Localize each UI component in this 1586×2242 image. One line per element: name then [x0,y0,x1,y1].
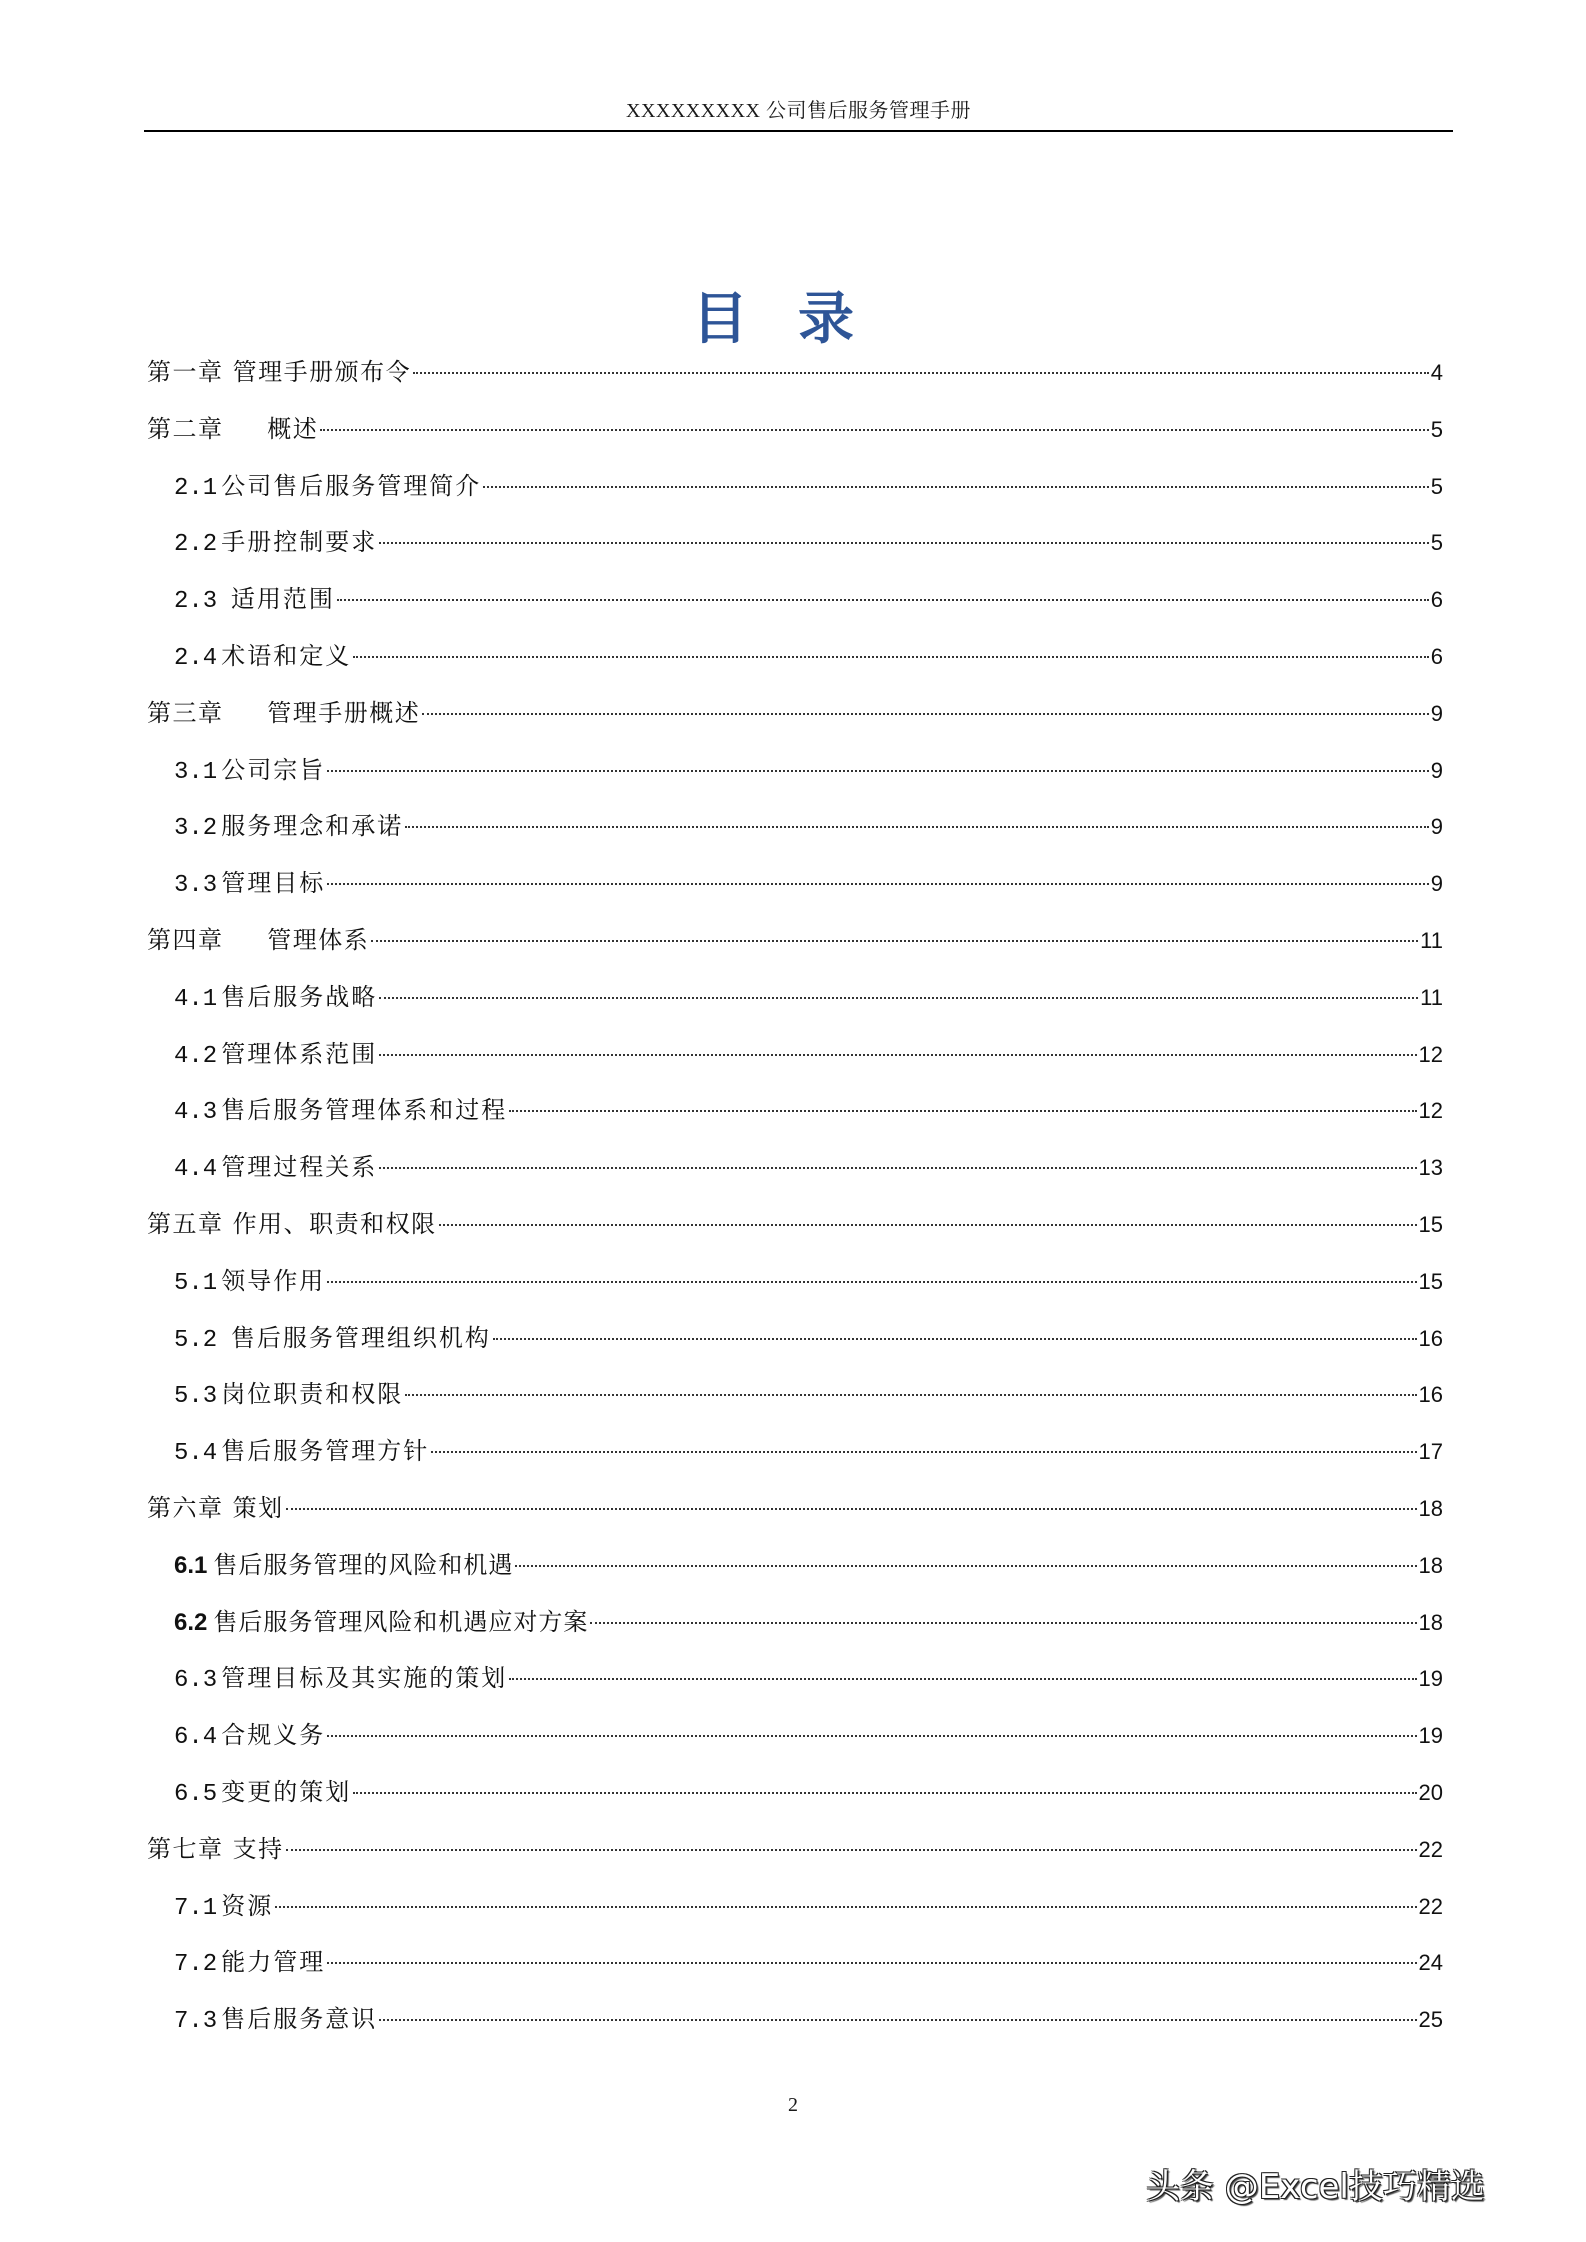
toc-entry-text: 管理目标及其实施的策划 [221,1664,508,1693]
toc-entry-text: 管理体系范围 [221,1039,378,1068]
toc-entry-text: 售后服务管理的风险和机遇 [213,1550,514,1579]
toc-entry-text: 能力管理 [221,1948,326,1977]
toc-entry-label [174,1878,273,1938]
dot-leader [337,599,1429,601]
toc-section-entry[interactable] [147,1878,1443,1935]
dot-leader [379,997,1418,999]
toc-entry-number: 6.1 [174,1551,208,1579]
toc-entry-page: 9 [1430,814,1443,840]
toc-entry-page: 19 [1418,1666,1443,1692]
toc-entry-page: 6 [1430,587,1443,613]
toc-entry-page: 9 [1430,871,1443,897]
dot-leader [509,1110,1416,1112]
dot-leader [379,1167,1416,1169]
dot-leader [320,429,1428,431]
dot-leader [379,1054,1416,1056]
dot-leader [286,1508,1417,1510]
toc-chapter-entry[interactable] [147,344,1443,401]
toc-entry-label [147,912,369,969]
toc-entry-number: 5.1 [174,1269,218,1297]
toc-entry-label [174,1594,588,1652]
toc-title: 目录 [692,286,904,352]
toc-entry-text: 第一章 管理手册颁布令 [147,358,412,386]
toc-entry-page: 18 [1418,1495,1443,1521]
toc-entry-text: 岗位职责和权限 [221,1380,404,1409]
toc-entry-page: 15 [1418,1268,1443,1294]
dot-leader [439,1224,1417,1226]
toc-section-entry[interactable] [147,571,1443,628]
toc-entry-label [174,1366,403,1426]
toc-entry-number: 2.3 [174,588,218,616]
toc-entry-number: 3.1 [174,758,218,786]
dot-leader [483,486,1429,488]
toc-entry-text: 第四章 管理体系 [147,925,370,954]
toc-entry-page: 19 [1418,1723,1443,1749]
toc-entry-page: 5 [1430,530,1443,556]
toc-section-entry[interactable] [147,1991,1443,2048]
dot-leader [371,940,1418,942]
toc-entry-page: 16 [1418,1325,1443,1351]
toc-entry-page: 9 [1430,700,1443,726]
toc-entry-label [174,628,351,688]
toc-section-entry[interactable] [147,1026,1443,1083]
toc-section-entry[interactable] [147,1594,1443,1651]
dot-leader [327,1962,1416,1964]
toc-entry-text: 管理目标 [221,869,326,898]
toc-entry-page: 24 [1418,1950,1443,1976]
dot-leader [493,1338,1417,1340]
toc-entry-label [147,1821,284,1878]
toc-section-entry[interactable] [147,1707,1443,1764]
toc-entry-text: 公司售后服务管理简介 [221,471,482,500]
toc-entry-label [174,1934,325,1994]
toc-entry-label [147,685,420,742]
toc-entry-text: 管理过程关系 [221,1153,378,1182]
watermark: 头条 @Excel技巧精选 [1146,2167,1485,2207]
toc-entry-page: 13 [1418,1155,1443,1181]
page-number: 2 [788,2094,798,2116]
toc-entry-page: 5 [1430,416,1443,442]
toc-section-entry[interactable] [147,1310,1443,1367]
toc-entry-label [174,1537,513,1595]
toc-entry-text: 第六章 策划 [147,1493,284,1522]
toc-section-entry[interactable] [147,1537,1443,1594]
toc-entry-page: 11 [1420,984,1443,1010]
toc-entry-number: 6.4 [174,1724,218,1752]
dot-leader [405,826,1429,828]
toc-entry-number: 2.1 [174,474,218,502]
toc-entry-label [147,1196,437,1253]
toc-entry-number: 6.5 [174,1780,218,1808]
toc-entry-number: 6.2 [174,1608,208,1636]
toc-entry-page: 16 [1418,1382,1443,1408]
toc-entry-number: 2.4 [174,644,218,672]
toc-section-entry[interactable] [147,628,1443,685]
toc-entry-text: 领导作用 [221,1266,326,1295]
toc-section-entry[interactable] [147,1082,1443,1139]
toc-entry-number: 7.1 [174,1894,218,1922]
toc-entry-page: 5 [1430,473,1443,499]
dot-leader [275,1906,1416,1908]
toc-entry-number: 6.3 [174,1667,218,1695]
toc-section-entry[interactable] [147,742,1443,799]
toc-entry-text: 售后服务战略 [221,982,378,1011]
toc-entry-page: 22 [1418,1836,1443,1862]
toc-entry-page: 9 [1430,757,1443,783]
toc-entry-text: 术语和定义 [221,641,352,670]
toc-section-entry[interactable] [147,1423,1443,1480]
toc-entry-number: 4.1 [174,985,218,1013]
toc-entry-text: 手册控制要求 [221,528,378,557]
toc-entry-text: 第七章 支持 [147,1834,284,1863]
toc-entry-text: 第三章 管理手册概述 [147,698,421,727]
toc-entry-text: 适用范围 [221,585,335,614]
toc-entry-number: 5.4 [174,1440,218,1468]
table-of-contents [147,344,1443,2048]
dot-leader [431,1451,1416,1453]
toc-section-entry[interactable] [147,855,1443,912]
toc-entry-number: 5.3 [174,1383,218,1411]
dot-leader [413,372,1429,374]
toc-entry-number: 4.4 [174,1156,218,1184]
toc-entry-text: 第二章 概述 [147,414,319,443]
toc-entry-page: 15 [1418,1211,1443,1237]
dot-leader [515,1565,1416,1567]
toc-section-entry[interactable] [147,1650,1443,1707]
dot-leader [405,1394,1416,1396]
toc-entry-page: 20 [1418,1779,1443,1805]
toc-entry-number: 7.2 [174,1951,218,1979]
toc-entry-text: 资源 [221,1891,274,1920]
toc-chapter-entry[interactable] [147,685,1443,742]
toc-entry-page: 11 [1420,927,1443,953]
header-rule [144,130,1453,132]
toc-entry-label [174,1253,325,1313]
toc-section-entry[interactable] [147,458,1443,515]
toc-entry-text: 公司宗旨 [221,755,326,784]
toc-entry-label [174,855,325,915]
toc-chapter-entry[interactable] [147,912,1443,969]
toc-entry-label [174,1991,377,2051]
toc-entry-text: 第五章 作用、职责和权限 [147,1209,437,1238]
toc-entry-number: 7.3 [174,2008,218,2036]
toc-chapter-entry[interactable] [147,1196,1443,1253]
dot-leader [353,656,1429,658]
toc-section-entry[interactable] [147,1253,1443,1310]
toc-entry-label [174,1764,351,1824]
toc-section-entry[interactable] [147,1366,1443,1423]
toc-entry-label [147,1480,284,1537]
toc-entry-page: 22 [1418,1893,1443,1919]
toc-entry-label [174,969,377,1029]
dot-leader [353,1792,1416,1794]
toc-entry-number: 2.2 [174,531,218,559]
dot-leader [509,1678,1416,1680]
toc-entry-text: 售后服务管理组织机构 [221,1323,491,1352]
toc-section-entry[interactable] [147,798,1443,855]
toc-chapter-entry[interactable] [147,1821,1443,1878]
toc-entry-label [174,514,377,574]
toc-chapter-entry[interactable] [147,1480,1443,1537]
toc-entry-number: 4.2 [174,1042,218,1070]
toc-entry-label [174,1650,507,1710]
toc-entry-label [174,1026,377,1086]
toc-entry-text: 变更的策划 [221,1777,352,1806]
toc-entry-page: 17 [1418,1439,1443,1465]
toc-entry-label [174,1423,429,1483]
toc-entry-page: 6 [1430,643,1443,669]
toc-entry-label [147,344,411,401]
toc-entry-label [174,742,325,802]
toc-entry-text: 售后服务管理方针 [221,1437,430,1466]
toc-entry-label [174,1310,491,1370]
toc-entry-number: 4.3 [174,1099,218,1127]
toc-section-entry[interactable] [147,1764,1443,1821]
toc-entry-page: 12 [1418,1041,1443,1067]
toc-entry-text: 合规义务 [221,1721,326,1750]
toc-entry-label [174,571,335,631]
dot-leader [327,1281,1416,1283]
toc-section-entry[interactable] [147,1934,1443,1991]
toc-entry-label [147,401,318,458]
toc-entry-label [174,1139,377,1199]
toc-entry-page: 12 [1418,1098,1443,1124]
toc-entry-text: 服务理念和承诺 [221,812,404,841]
toc-entry-text: 售后服务意识 [221,2005,378,2034]
toc-entry-page: 4 [1430,360,1443,385]
toc-section-entry[interactable] [147,1139,1443,1196]
toc-entry-number: 3.3 [174,872,218,900]
toc-entry-label [174,1707,325,1767]
dot-leader [327,883,1429,885]
toc-entry-number: 5.2 [174,1326,218,1354]
dot-leader [327,1735,1416,1737]
dot-leader [590,1622,1416,1624]
dot-leader [327,770,1429,772]
toc-entry-text: 售后服务管理风险和机遇应对方案 [213,1607,589,1636]
page-header: XXXXXXXXX 公司售后服务管理手册 [626,100,971,122]
toc-entry-label [174,798,403,858]
toc-entry-number: 3.2 [174,815,218,843]
dot-leader [286,1849,1417,1851]
dot-leader [379,2019,1416,2021]
toc-entry-label [174,458,481,518]
toc-section-entry[interactable] [147,969,1443,1026]
toc-entry-page: 25 [1418,2007,1443,2033]
toc-entry-text: 售后服务管理体系和过程 [221,1096,508,1125]
toc-entry-label [174,1082,507,1142]
toc-entry-page: 18 [1418,1609,1443,1635]
toc-entry-page: 18 [1418,1552,1443,1578]
toc-section-entry[interactable] [147,514,1443,571]
dot-leader [422,713,1428,715]
toc-chapter-entry[interactable] [147,401,1443,458]
dot-leader [379,542,1429,544]
